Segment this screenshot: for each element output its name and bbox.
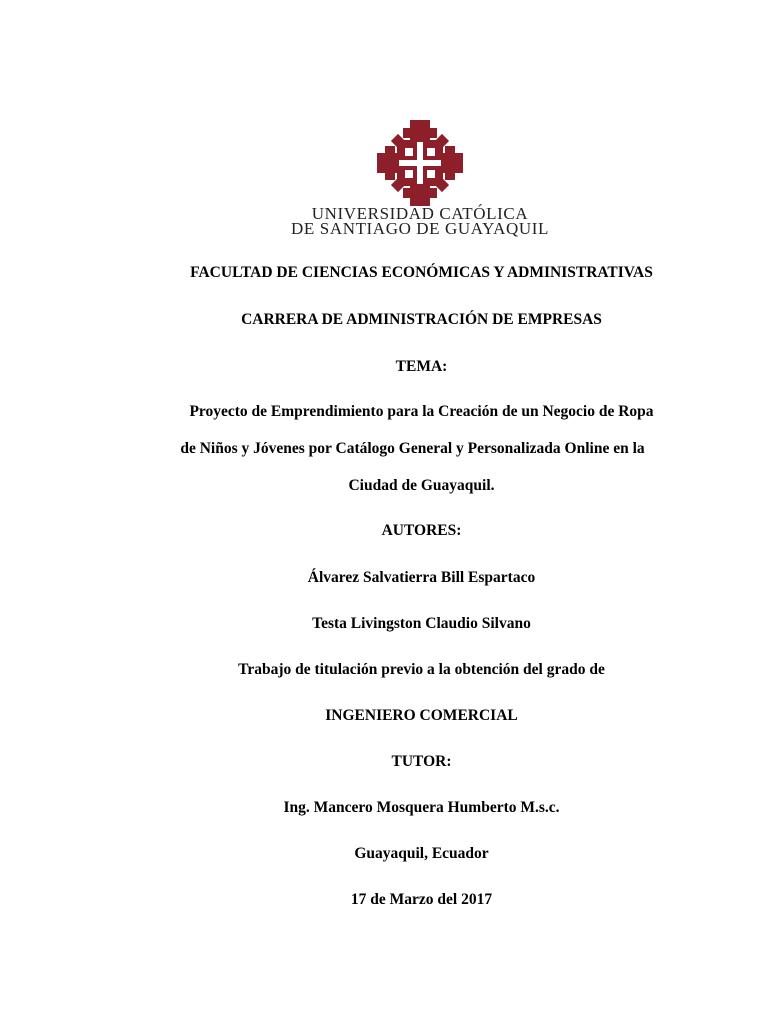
university-name-line-2: DE SANTIAGO DE GUAYAQUIL (291, 219, 549, 238)
location: Guayaquil, Ecuador (354, 845, 489, 862)
tutor-label: TUTOR: (391, 753, 452, 770)
university-name-line-1: UNIVERSIDAD CATÓLICA (311, 204, 529, 223)
authors-label: AUTORES: (381, 522, 462, 539)
topic-line-3: Ciudad de Guayaquil. (348, 477, 495, 494)
degree-title: INGENIERO COMERCIAL (325, 707, 518, 724)
topic-label: TEMA: (395, 358, 448, 375)
author-1: Álvarez Salvatierra Bill Espartaco (307, 569, 536, 586)
degree-intro: Trabajo de titulación previo a la obtención del grado de (238, 661, 605, 678)
author-2: Testa Livingston Claudio Silvano (312, 615, 531, 632)
topic-line-2: de Niños y Jóvenes por Catálogo General y Personalizada Online en la (180, 440, 645, 457)
career-heading: CARRERA DE ADMINISTRACIÓN DE EMPRESAS (241, 311, 602, 328)
faculty-heading: FACULTAD DE CIENCIAS ECONÓMICAS Y ADMINISTRATIVAS (190, 264, 653, 281)
university-crest-icon (377, 120, 463, 206)
topic-line-1: Proyecto de Emprendimiento para la Creación de un Negocio de Ropa (189, 403, 654, 420)
tutor-name: Ing. Mancero Mosquera Humberto M.s.c. (283, 799, 560, 816)
date: 17 de Marzo del 2017 (350, 891, 493, 908)
